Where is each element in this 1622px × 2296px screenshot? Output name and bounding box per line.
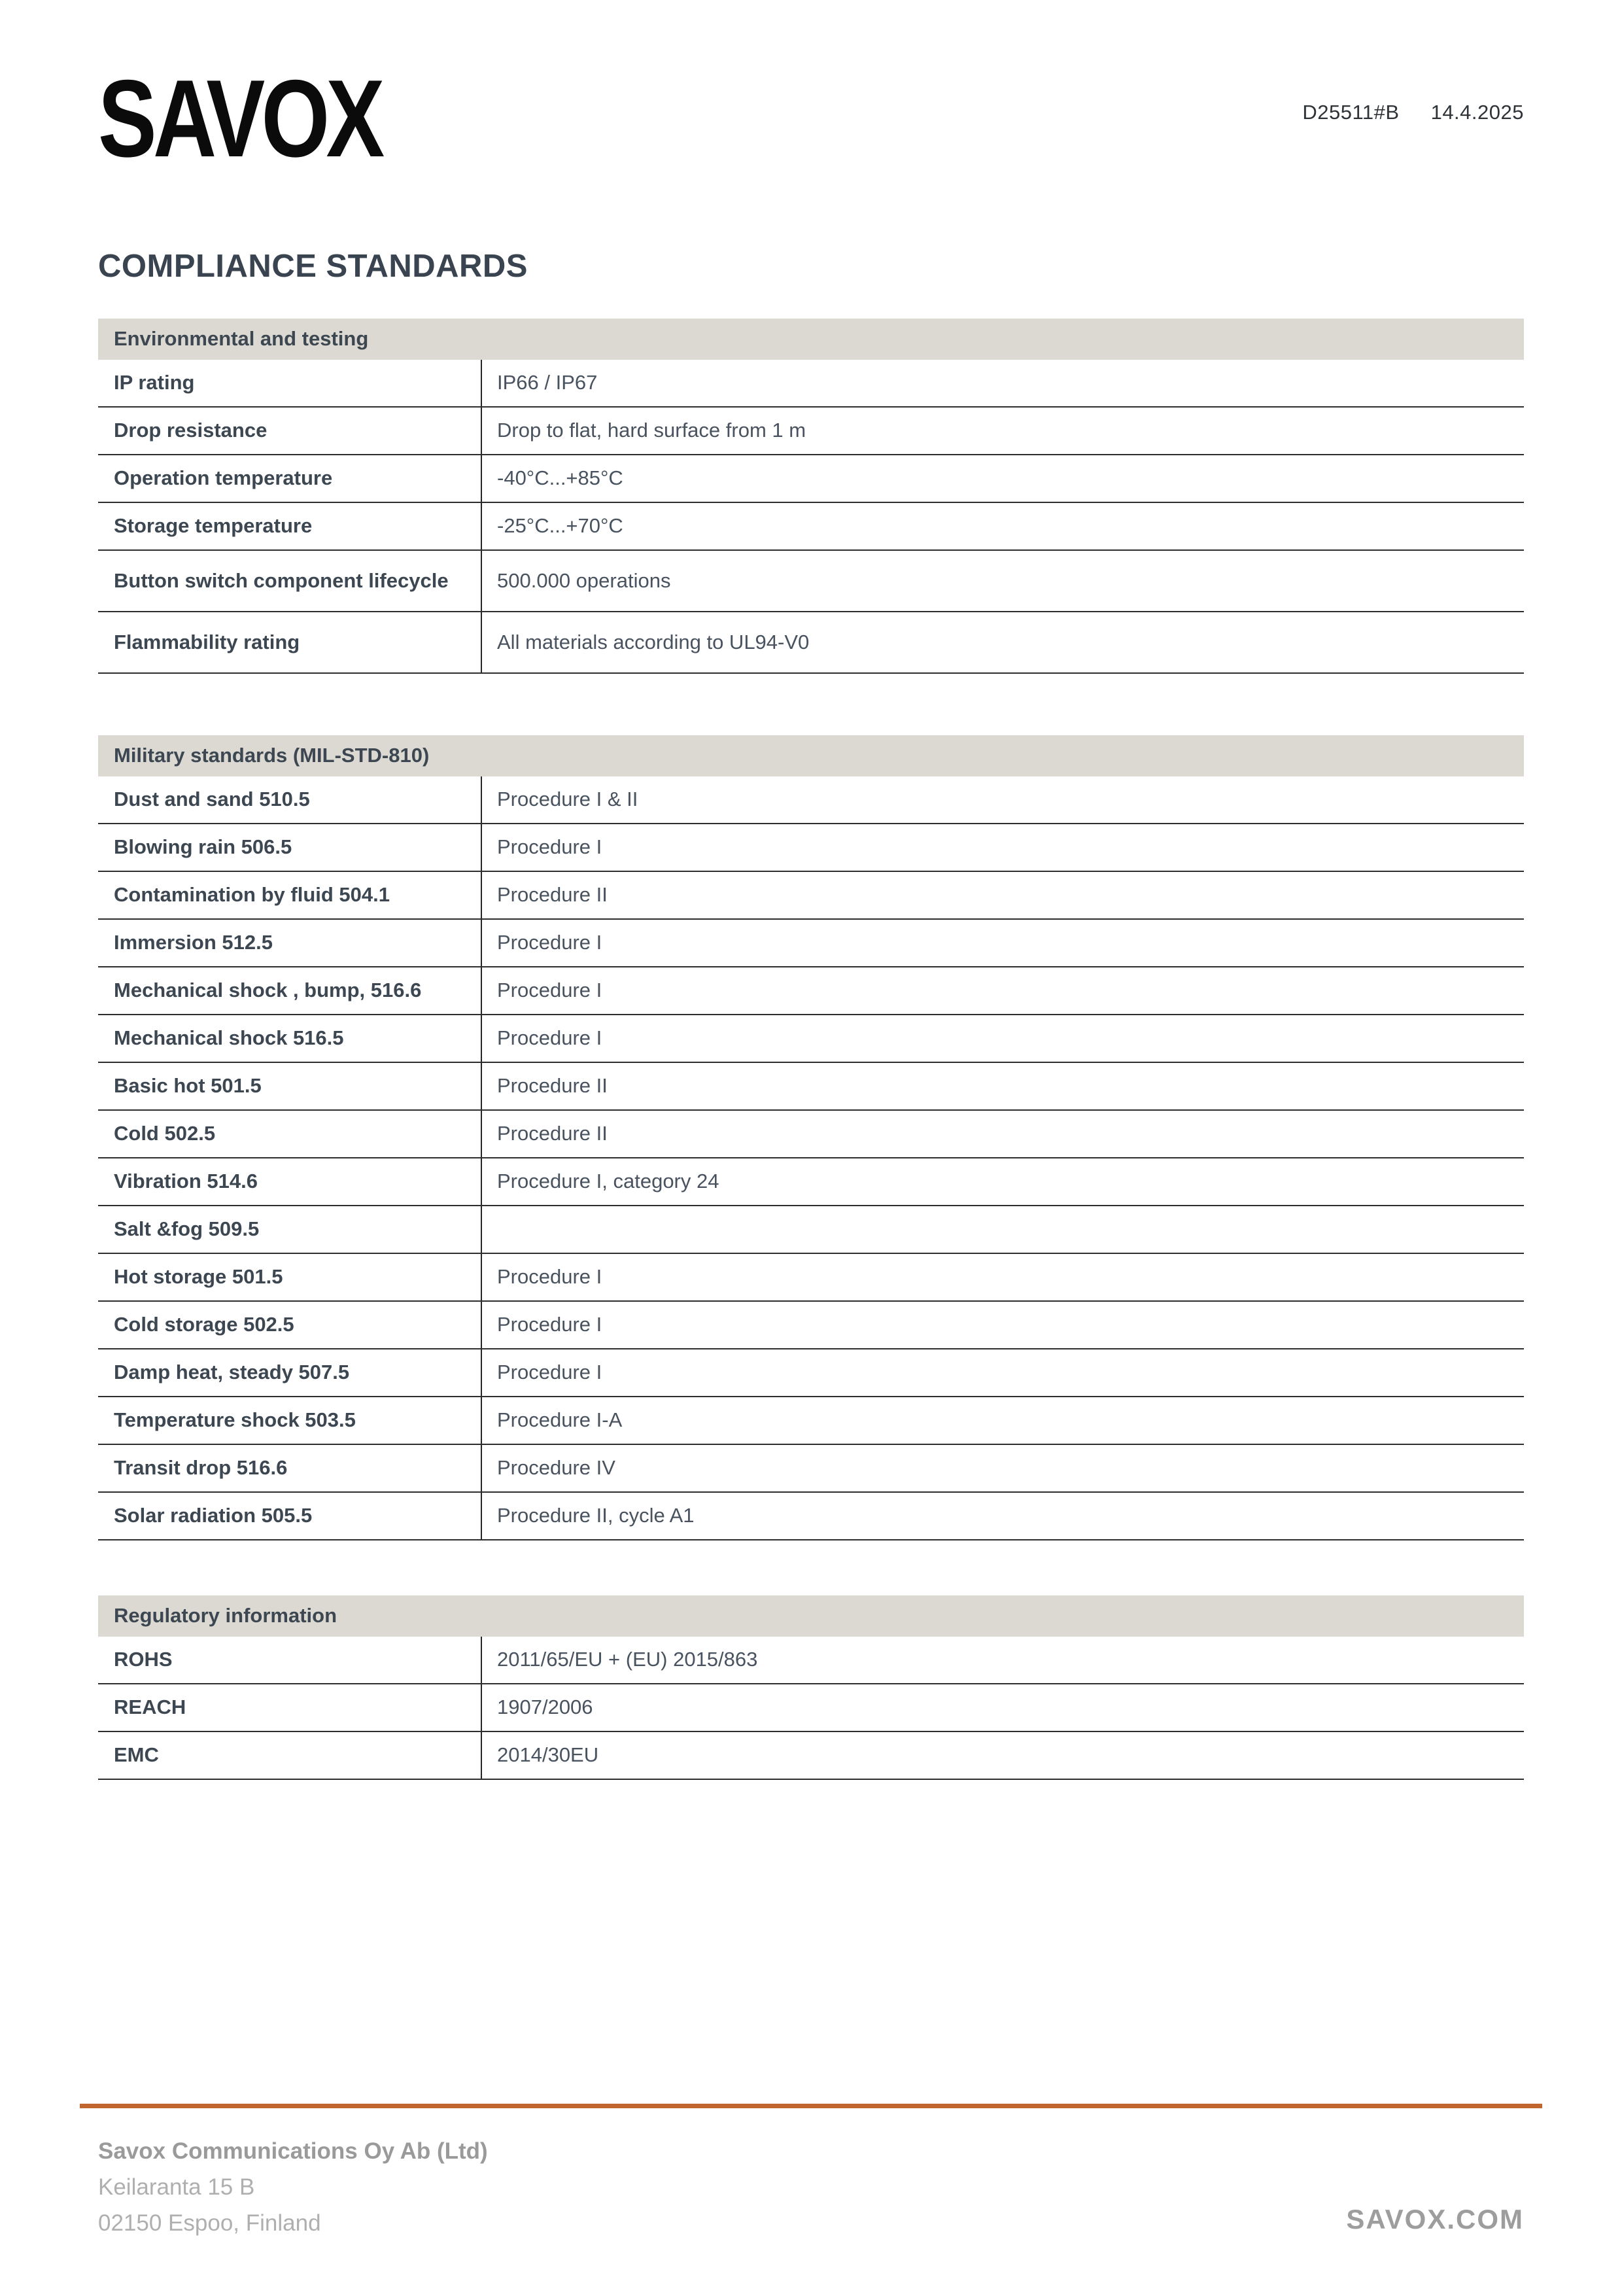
page-footer — [80, 2104, 1542, 2236]
row-value: -25°C...+70°C — [481, 503, 1524, 549]
table-row — [98, 1493, 1524, 1540]
table-header-military: Military standards (MIL-STD-810) — [98, 735, 1524, 776]
row-label: Dust and sand 510.5 — [114, 788, 310, 811]
table-row — [98, 872, 1524, 920]
row-value: Procedure II, cycle A1 — [481, 1493, 1524, 1539]
row-label: REACH — [114, 1696, 186, 1719]
table-header-regulatory: Regulatory information — [98, 1595, 1524, 1637]
table-rows — [98, 1637, 1524, 1780]
table-row — [98, 455, 1524, 503]
row-label: ROHS — [114, 1648, 173, 1671]
row-value: Procedure I — [481, 1349, 1524, 1396]
table-row — [98, 360, 1524, 408]
row-value: Procedure II — [481, 1063, 1524, 1109]
table-military-standards — [98, 735, 1524, 1540]
row-label: Blowing rain 506.5 — [114, 835, 292, 859]
row-value: Procedure I — [481, 967, 1524, 1014]
row-value: All materials according to UL94-V0 — [481, 612, 1524, 672]
table-row — [98, 967, 1524, 1015]
row-value: Procedure I — [481, 1254, 1524, 1300]
table-row — [98, 1254, 1524, 1302]
document-id: D25511#B — [1302, 101, 1400, 124]
row-label: Cold 502.5 — [114, 1122, 216, 1145]
table-row — [98, 612, 1524, 674]
address-line-1: Keilaranta 15 B — [98, 2174, 255, 2200]
row-label: IP rating — [114, 371, 195, 394]
row-value: Procedure I — [481, 1015, 1524, 1062]
row-label: Contamination by fluid 504.1 — [114, 883, 390, 907]
document-reference — [1302, 72, 1524, 124]
table-row — [98, 1206, 1524, 1254]
row-value: -40°C...+85°C — [481, 455, 1524, 502]
table-row — [98, 1637, 1524, 1684]
table-row — [98, 551, 1524, 612]
table-row — [98, 920, 1524, 967]
row-label: Drop resistance — [114, 419, 267, 442]
table-rows — [98, 776, 1524, 1540]
table-row — [98, 1158, 1524, 1206]
page-title: COMPLIANCE STANDARDS — [98, 248, 528, 284]
footer-divider — [80, 2104, 1542, 2108]
table-row — [98, 1397, 1524, 1445]
row-value: Procedure II — [481, 872, 1524, 918]
row-label: Flammability rating — [114, 630, 300, 653]
table-environmental-and-testing — [98, 319, 1524, 674]
row-value: 2014/30EU — [481, 1732, 1524, 1779]
row-label: Hot storage 501.5 — [114, 1265, 283, 1289]
page-header — [98, 0, 1524, 180]
table-row — [98, 1684, 1524, 1732]
table-row — [98, 1445, 1524, 1493]
row-value: 1907/2006 — [481, 1684, 1524, 1731]
table-row — [98, 1732, 1524, 1780]
row-label: Solar radiation 505.5 — [114, 1504, 313, 1527]
row-label: EMC — [114, 1743, 159, 1767]
row-label: Temperature shock 503.5 — [114, 1408, 356, 1432]
row-label: Button switch component lifecycle — [114, 568, 449, 592]
row-label: Vibration 514.6 — [114, 1170, 258, 1193]
row-value — [481, 1206, 1524, 1253]
row-value: Drop to flat, hard surface from 1 m — [481, 408, 1524, 454]
row-label: Mechanical shock 516.5 — [114, 1026, 344, 1050]
row-label: Storage temperature — [114, 514, 313, 538]
row-value: Procedure II — [481, 1111, 1524, 1157]
table-row — [98, 503, 1524, 551]
row-value: 500.000 operations — [481, 551, 1524, 611]
table-row — [98, 1302, 1524, 1349]
row-value: Procedure I-A — [481, 1397, 1524, 1444]
row-label: Cold storage 502.5 — [114, 1313, 294, 1336]
table-row — [98, 776, 1524, 824]
row-label: Basic hot 501.5 — [114, 1074, 262, 1098]
row-value: Procedure I — [481, 1302, 1524, 1348]
table-row — [98, 408, 1524, 455]
table-header-environmental: Environmental and testing — [98, 319, 1524, 360]
table-regulatory-information — [98, 1595, 1524, 1780]
table-row — [98, 824, 1524, 872]
document-date: 14.4.2025 — [1430, 101, 1524, 124]
savox-logo: SAVOX — [98, 57, 381, 180]
table-row — [98, 1063, 1524, 1111]
footer-address-block — [98, 2138, 488, 2236]
row-value: 2011/65/EU + (EU) 2015/863 — [481, 1637, 1524, 1683]
table-row — [98, 1015, 1524, 1063]
row-label: Salt &fog 509.5 — [114, 1217, 260, 1241]
row-value: Procedure I & II — [481, 776, 1524, 823]
address-line-2: 02150 Espoo, Finland — [98, 2210, 321, 2236]
row-label: Damp heat, steady 507.5 — [114, 1361, 350, 1384]
row-value: IP66 / IP67 — [481, 360, 1524, 406]
table-row — [98, 1111, 1524, 1158]
row-value: Procedure I, category 24 — [481, 1158, 1524, 1205]
company-name: Savox Communications Oy Ab (Ltd) — [98, 2138, 488, 2164]
row-label: Immersion 512.5 — [114, 931, 273, 954]
row-label: Transit drop 516.6 — [114, 1456, 288, 1480]
table-rows — [98, 360, 1524, 674]
website-link[interactable]: SAVOX.COM — [1346, 2204, 1524, 2235]
row-label: Operation temperature — [114, 466, 333, 490]
row-label: Mechanical shock , bump, 516.6 — [114, 979, 422, 1002]
row-value: Procedure IV — [481, 1445, 1524, 1491]
row-value: Procedure I — [481, 824, 1524, 871]
table-row — [98, 1349, 1524, 1397]
row-value: Procedure I — [481, 920, 1524, 966]
